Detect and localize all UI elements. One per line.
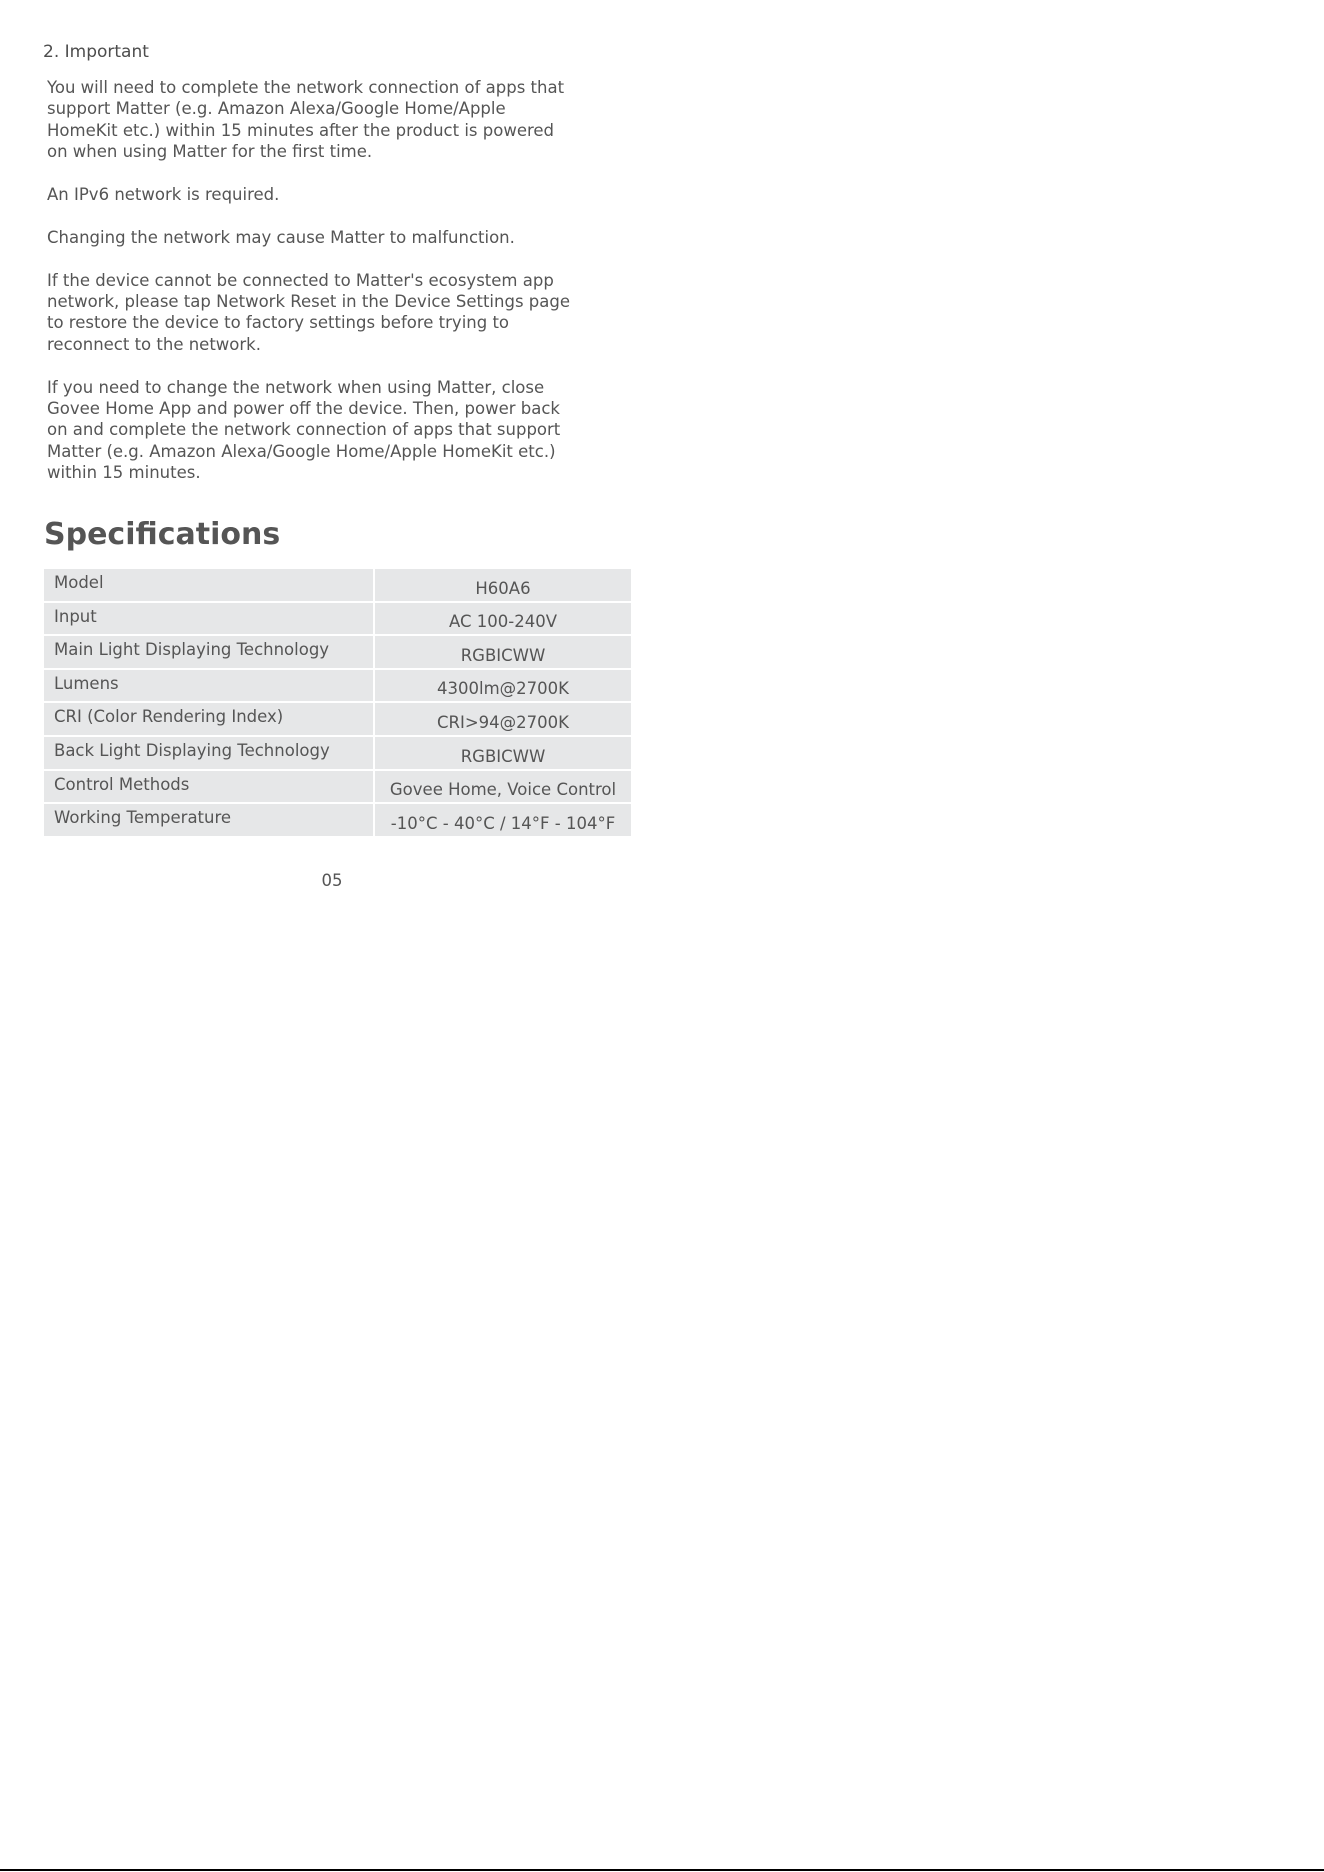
specifications-table	[42, 567, 633, 838]
note-line: network, please tap Network Reset in the Device Settings page	[47, 292, 570, 312]
note-network-change	[47, 227, 627, 248]
table-row	[44, 771, 631, 803]
spec-label: Input	[44, 603, 373, 635]
bottom-rule	[0, 1869, 1324, 1871]
note-change-network	[47, 377, 627, 484]
page-number: 05	[321, 871, 343, 890]
note-ipv6	[47, 184, 627, 205]
spec-label: Control Methods	[44, 771, 373, 803]
note-line: You will need to complete the network connection of apps that	[47, 78, 565, 97]
spec-value: -10°C - 40°C / 14°F - 104°F	[375, 804, 631, 836]
note-line: within 15 minutes.	[47, 463, 201, 483]
table-row	[44, 603, 631, 635]
note-line: on and complete the network connection of apps that support	[47, 420, 561, 440]
note-line: reconnect to the network.	[47, 334, 261, 354]
table-row	[44, 804, 631, 836]
table-row	[44, 569, 631, 601]
spec-value: RGBICWW	[375, 636, 631, 668]
important-notes	[47, 77, 627, 505]
spec-label: CRI (Color Rendering Index)	[44, 703, 373, 735]
spec-value: AC 100-240V	[375, 603, 631, 635]
table-row	[44, 636, 631, 668]
note-line: support Matter (e.g. Amazon Alexa/Google Home/Apple	[47, 99, 506, 119]
note-line: Matter (e.g. Amazon Alexa/Google Home/Apple HomeKit etc.)	[47, 441, 556, 461]
section-heading: 2. Important	[43, 42, 149, 62]
table-row	[44, 670, 631, 702]
note-line: HomeKit etc.) within 15 minutes after the product is powered	[47, 120, 555, 140]
spec-value: H60A6	[375, 569, 631, 601]
spec-label: Back Light Displaying Technology	[44, 737, 373, 769]
table-row	[44, 703, 631, 735]
note-matter-timing	[47, 77, 627, 163]
note-line: on when using Matter for the first time.	[47, 142, 373, 162]
spec-value: CRI>94@2700K	[375, 703, 631, 735]
note-line: Govee Home App and power off the device. Then, power back	[47, 399, 560, 419]
note-line: If you need to change the network when using Matter, close	[47, 377, 545, 397]
spec-value: 4300lm@2700K	[375, 670, 631, 702]
note-line: If the device cannot be connected to Matter's ecosystem app	[47, 270, 554, 290]
specifications-title: Specifications	[44, 517, 281, 552]
note-line: An IPv6 network is required.	[47, 185, 280, 205]
note-line: Changing the network may cause Matter to malfunction.	[47, 227, 515, 247]
spec-label: Working Temperature	[44, 804, 373, 836]
spec-value: Govee Home, Voice Control	[375, 771, 631, 803]
table-row	[44, 737, 631, 769]
note-line: to restore the device to factory settings before trying to	[47, 313, 510, 333]
spec-label: Main Light Displaying Technology	[44, 636, 373, 668]
note-network-reset	[47, 270, 627, 356]
spec-value: RGBICWW	[375, 737, 631, 769]
spec-label: Model	[44, 569, 373, 601]
spec-label: Lumens	[44, 670, 373, 702]
